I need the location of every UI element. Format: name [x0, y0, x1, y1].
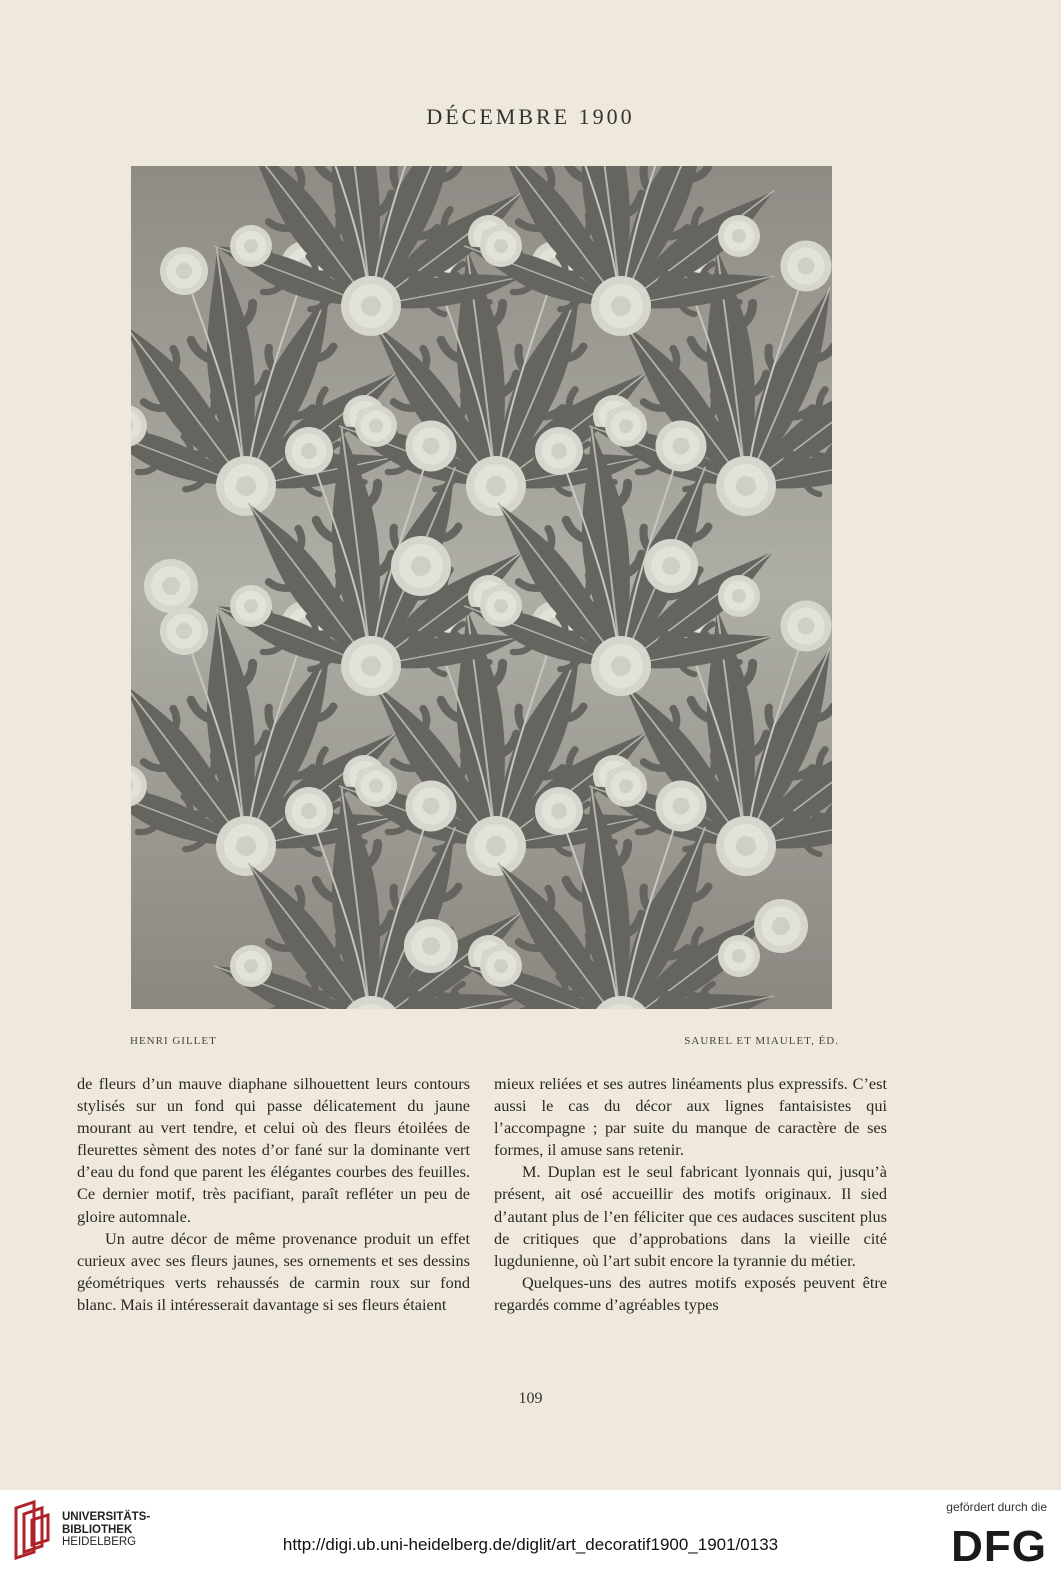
funder-caption: gefördert durch die — [946, 1500, 1047, 1514]
dandelion-textile-pattern — [131, 166, 832, 1009]
plate-credit-publisher: SAUREL ET MIAULET, ÉD. — [684, 1035, 839, 1047]
plate-credit-designer: HENRI GILLET — [130, 1035, 217, 1047]
text-column-left — [77, 1073, 470, 1316]
paragraph: de fleurs d’un mauve diaphane silhouettent leurs contours stylisés sur un fond qui passe délicatement du jaune mourant au vert tendre, et celui où des fleurs étoilées de fleurettes sèment des notes d’or fané sur la dominante vert d’eau du fond que parent les élégantes courbes des feuilles. Ce dernier motif, très pacifiant, paraît refléter un peu de gloire automnale. — [77, 1074, 470, 1226]
textile-plate-image — [131, 166, 832, 1009]
library-name-line: UNIVERSITÄTS- — [62, 1511, 151, 1523]
running-title: DÉCEMBRE 1900 — [426, 104, 635, 129]
paragraph: Quelques-uns des autres motifs exposés peuvent être regardés comme d’agréables types — [494, 1272, 887, 1314]
library-name-line: HEIDELBERG — [62, 1536, 137, 1548]
permalink-url[interactable]: http://digi.ub.uni-heidelberg.de/diglit/art_decoratif1900_1901/0133 — [282, 1535, 779, 1554]
dfg-logo: DFG — [951, 1522, 1047, 1571]
paragraph: Un autre décor de même provenance produit un effet curieux avec ses fleurs jaunes, ses ornements et ses dessins géométriques verts rehaussés de carmin roux sur fond blanc. Mais il intéresserait davantage si ses fleurs étaient — [77, 1228, 470, 1314]
library-name-line: BIBLIOTHEK — [62, 1523, 133, 1536]
text-column-right — [494, 1073, 887, 1316]
paragraph: mieux reliées et ses autres linéaments plus expressifs. C’est aussi le cas du décor aux lignes fantaisistes qui l’accompagne ; par suite du manque de caractère de ses formes, il amuse sans retenir. — [494, 1074, 887, 1160]
page-number: 109 — [518, 1390, 543, 1407]
paragraph: M. Duplan est le seul fabricant lyonnais qui, jusqu’à présent, ait osé accueillir des motifs originaux. Il sied d’autant plus de l’en féliciter que ces audaces suscitent plus de critiques que d’approbations dans la vieille cité lugdunienne, où l’art subit encore la tyrannie du métier. — [494, 1162, 887, 1270]
